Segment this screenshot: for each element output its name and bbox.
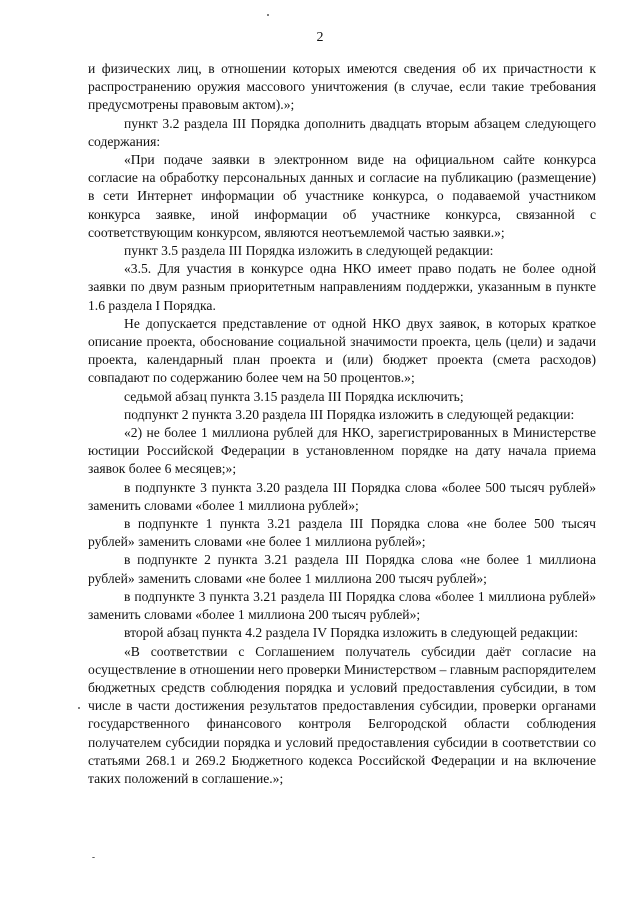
paragraph-11: в подпункте 1 пункта 3.21 раздела III Порядка слова «не более 500 тысяч рублей» заменить словами «не более 1 миллиона рублей»; [88,516,596,550]
paragraph-13: в подпункте 3 пункта 3.21 раздела III Порядка слова «более 1 миллиона рублей» заменить словами «более 1 миллиона 200 тысяч рублей»; [88,588,596,623]
paragraph-6: Не допускается представление от одной НКО двух заявок, в которых краткое описание проекта, обоснование социальной значимости проекта, цель (цели) и задачи проекта, календарный план проекта и (или) бюджет проекта (смета расходов) совпадают по содержанию более чем на 50 процентов.»; [88,315,596,386]
paragraph-5: «3.5. Для участия в конкурсе одна НКО имеет право подать не более одной заявки по двум разным приоритетным направлениям поддержки, указанным в пункте 1.6 раздела I Порядка. [88,261,596,313]
paragraph-15: «В соответствии с Соглашением получатель субсидии даёт согласие на осуществление в отношении него проверки Министерством – главным распорядителем бюджетных средств соблюдения порядка и условий предоставления субсидии, в том числе в части достижения результатов предоставления субсидии, проверки органами государственного финансового контроля Белгородской области соблюдения получателем субсидии порядка и условий предоставления субсидии в соответствии со статьями 268.1 и 269.2 Бюджетного кодекса Российской Федерации и на включение таких положений в соглашение.»; [88,643,596,786]
scan-speck [78,707,80,709]
page-number: 2 [316,30,324,45]
paragraph-7: седьмой абзац пункта 3.15 раздела III Порядка исключить; [124,388,464,404]
paragraph-3: «При подаче заявки в электронном виде на официальном сайте конкурса согласие на обработку персональных данных и согласие на публикацию (размещение) в сети Интернет информации об участнике конкурса, о подаваемой участником конкурса заявке, иной информации об участнике конкурса, связанной с соответствующим конкурсом, являются неотъемлемой частью заявки.»; [88,152,596,240]
paragraph-14: второй абзац пункта 4.2 раздела IV Порядка изложить в следующей редакции: [124,625,579,641]
document-body [88,60,596,788]
paragraph-4: пункт 3.5 раздела III Порядка изложить в следующей редакции: [124,243,494,259]
paragraph-1: и физических лиц, в отношении которых имеются сведения об их причастности к распространению оружия массового уничтожения (в случае, если такие требования предусмотрены правовым актом).»; [88,61,596,113]
paragraph-9: «2) не более 1 миллиона рублей для НКО, зарегистрированных в Министерстве юстиции Российской Федерации в установленном порядке на дату начала приема заявок более 6 месяцев;»; [88,425,596,477]
paragraph-12: в подпункте 2 пункта 3.21 раздела III Порядка слова «не более 1 миллиона рублей» заменить словами «не более 1 миллиона 200 тысяч рублей»; [88,552,596,586]
scan-speck [92,857,95,858]
paragraph-8: подпункт 2 пункта 3.20 раздела III Порядка изложить в следующей редакции: [124,406,575,422]
paragraph-2: пункт 3.2 раздела III Порядка дополнить двадцать вторым абзацем следующего содержания: [88,115,596,149]
paragraph-10: в подпункте 3 пункта 3.20 раздела III Порядка слова «более 500 тысяч рублей» заменить словами «более 1 миллиона рублей»; [88,479,596,513]
scan-speck [267,14,269,16]
